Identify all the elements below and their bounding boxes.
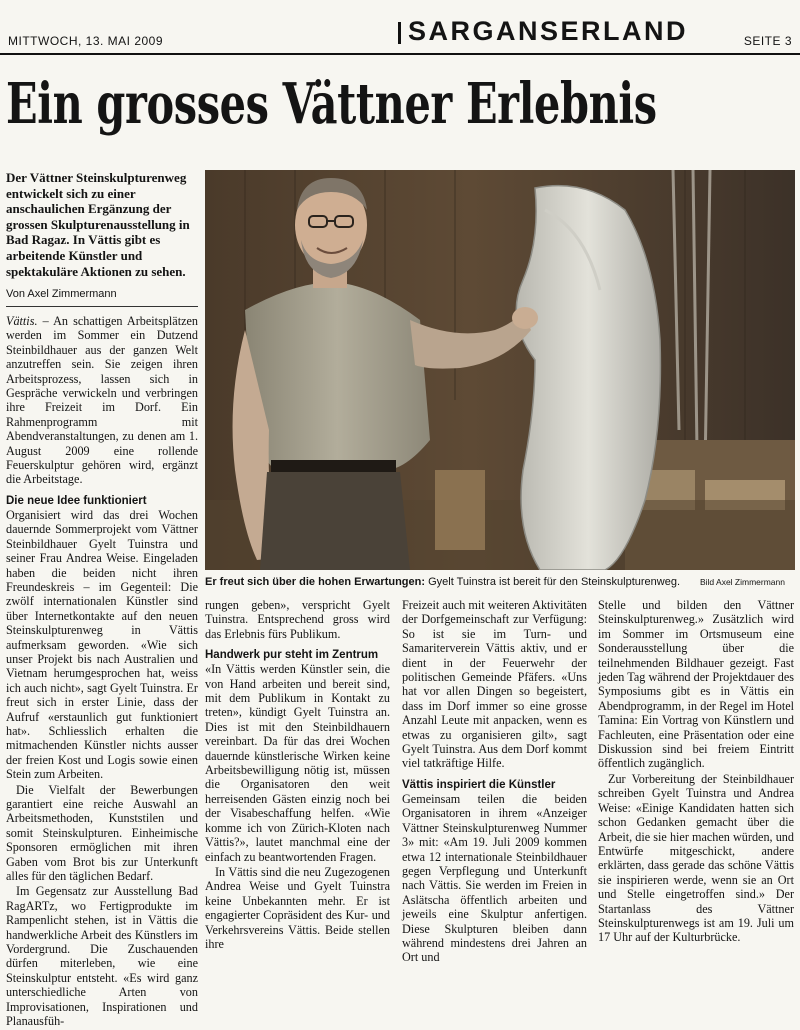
paragraph: Organisiert wird das drei Wochen dauernde Sommerprojekt vom Vättner Steinbildhauer Gyelt Tuinstra und seiner Frau Andrea Weise. Eingeladen haben die beiden nicht ihren Freundeskreis – im Gegenteil: Die zwölf internationalen Künstler sind über Internetkontakte auf den neuen Steinskulpturenweg in Vättis aufmerksam geworden. «Wie sich unser Projekt bis nach Australien und Vietnam herumgesprochen hat, weiss ich auch nicht», sagt Gyelt Tuinstra. Er freut sich in erster Linie, dass der Aufruf «erstaunlich gut funktioniert hat». Schliesslich erhalten die mitmachenden Künstler nichts ausser der freien Kost und Logis sowie einen Stein zum Arbeiten.: [6, 507, 198, 782]
photo-illustration: [205, 170, 795, 570]
column-2: [205, 598, 390, 952]
masthead-rule: [0, 53, 800, 55]
column-3: [402, 598, 587, 966]
paragraph: Im Gegensatz zur Ausstellung Bad RagARTz, wo Fertigprodukte im Rampenlicht stehen, ist in Vättis die handwerkliche Arbeit des Künstlers im Vordergrund. Die Zuschauenden dürfen miterleben, wie eine Steinskulptur entsteht. «Es wird ganz unterschiedliche Arten von Improvisationen, Inspirationen und Planausfüh-: [6, 884, 198, 1029]
column-4: [598, 598, 794, 946]
dateline: Vättis.: [6, 314, 38, 328]
photo-caption: [205, 576, 795, 588]
issue-date: MITTWOCH, 13. MAI 2009: [8, 34, 164, 48]
paragraph: rungen geben», verspricht Gyelt Tuinstra. Entsprechend gross wird das Erlebnis fürs Publikum.: [205, 598, 390, 641]
section-title: SARGANSERLAND: [408, 16, 689, 46]
caption-lead: Er freut sich über die hohen Erwartungen:: [205, 576, 426, 588]
subheading-idea: Die neue Idee funktioniert: [6, 494, 147, 507]
byline-rule: [6, 306, 198, 307]
subheading-inspiration: Vättis inspiriert die Künstler: [402, 778, 556, 791]
paragraph: Zur Vorbereitung der Steinbildhauer schreiben Gyelt Tuinstra und Andrea Weise: «Einige Kandidaten hatten sich schon Gedanken gemacht über die Arbeit, die sie hier machen würden, und Entwürfe mitgeschickt, andere erklärten, dass gerade das schöne Vättis sie inspirieren werde, wenn sie an Ort und Stelle eingetroffen sind.» Der Startanlass des Vättner Steinskulpturenwegs ist am 19. Juli um 17 Uhr auf der Kulturbrücke.: [598, 771, 794, 945]
paragraph: Stelle und bilden den Vättner Steinskulpturenweg.» Zusätzlich wird im Sommer im Ortsmuseum eine Sonderausstellung über die teilnehmenden Bildhauer gezeigt. Fast jeden Tag während der Projektdauer des Symposiums gibt es in Vättis ein Abendprogramm, in der Regel im Hotel Tamina: Ein Vortrag von Künstlern und Fachleuten, eine Präsentation oder eine Diskussion sind bei freiem Eintritt öffentlich zugänglich.: [598, 598, 794, 771]
byline: Von Axel Zimmermann: [6, 288, 117, 300]
headline: Ein grosses Vättner Erlebnis: [6, 71, 657, 137]
page-number: SEITE 3: [743, 34, 792, 48]
masthead-divider: [398, 22, 401, 44]
photo-credit: Bild Axel Zimmermann: [699, 577, 785, 587]
paragraph: Freizeit auch mit weiteren Aktivitäten der Dorfgemeinschaft zur Verfügung: So ist sie im Turn- und Samariterverein Vättis aktiv, und er dient in der Feuerwehr der politischen Gemeinde Pfäfers. «Uns hat vor allen Dingen so begeistert, dass im Dorf immer so eine grosse Anzahl Leute mit anpacken, wenn es etwas zu organisieren gilt», sagt Gyelt Tuinstra. Aus dem Dorf kommt viel tatkräftige Hilfe.: [402, 598, 587, 771]
lead-paragraph: Der Vättner Steinskulpturenweg entwickelt sich zu einer anschaulichen Ergänzung der grossen Skulpturenausstellung in Bad Ragaz. In Vättis gibt es arbeitende Künstler und spektakuläre Aktionen zu sehen.: [6, 170, 190, 279]
paragraph: In Vättis sind die neu Zugezogenen Andrea Weise und Gyelt Tuinstra keine Unbekannten mehr. Er ist engagierter Copräsident des Kur- und Verkehrsvereins Vättis. Beide stellen ihre: [205, 864, 390, 951]
intro-paragraph: [6, 314, 198, 487]
caption-text: Gyelt Tuinstra ist bereit für den Steinskulpturenweg.: [428, 576, 680, 588]
paragraph: Gemeinsam teilen die beiden Organisatoren in ihrem «Anzeiger Vättner Steinskulpturenweg Nummer 3» mit: «Am 19. Juli 2009 kommen etwa 12 internationale Steinbildhauer gegen Verpflegung und Unterkunft nach Vättis. Sie werden im Freien in Aslätscha öffentlich arbeiten und jeweils eine Skulptur anfertigen. Diese Skulpturen bleiben dann während mindestens drei Jahren an Ort und: [402, 791, 587, 965]
column-1: [6, 314, 198, 1030]
paragraph: «In Vättis werden Künstler sein, die von Hand arbeiten und bereit sind, mit dem Publikum in Kontakt zu treten», kündigt Gyelt Tuinstra an. Dies ist mit den Steinbildhauern vereinbart. Da für das drei Wochen dauernde künstlerische Wirken keine Arbeitsbewilligung nötig ist, müssen die Organisatoren den weit herreisenden Gästen einzig noch bei der Visabeschaffung helfen. «Wie komme ich von Zürich-Kloten nach Vättis?», lautet manchmal eine der einfach zu beantwortenden Fragen.: [205, 662, 390, 864]
intro-text: – An schattigen Arbeitsplätzen werden im Sommer ein Dutzend Steinbildhauer aus der ganzen Welt anzutreffen sein. Sie zeigen ihren Arbeitsprozess, lassen sich in Gespräche verwickeln und verbringen ihre Freizeit im Dorf. Ein Rahmenprogramm mit Abendveranstaltungen, zu denen am 1. August 2009 eine rollende Feuerskulptur gehören wird, ergänzt die Arbeitstage.: [6, 314, 198, 487]
article-photo: [205, 170, 795, 570]
subheading-handwerk: Handwerk pur steht im Zentrum: [205, 649, 379, 662]
paragraph: Die Vielfalt der Bewerbungen garantiert eine reiche Auswahl an Arbeitsmethoden, Kunststilen und somit Steinskulpturen. Einheimische Sponsoren ermöglichen mit ihren Gaben vom Brot bis zur Unterkunft alles für den täglichen Bedarf.: [6, 782, 198, 884]
